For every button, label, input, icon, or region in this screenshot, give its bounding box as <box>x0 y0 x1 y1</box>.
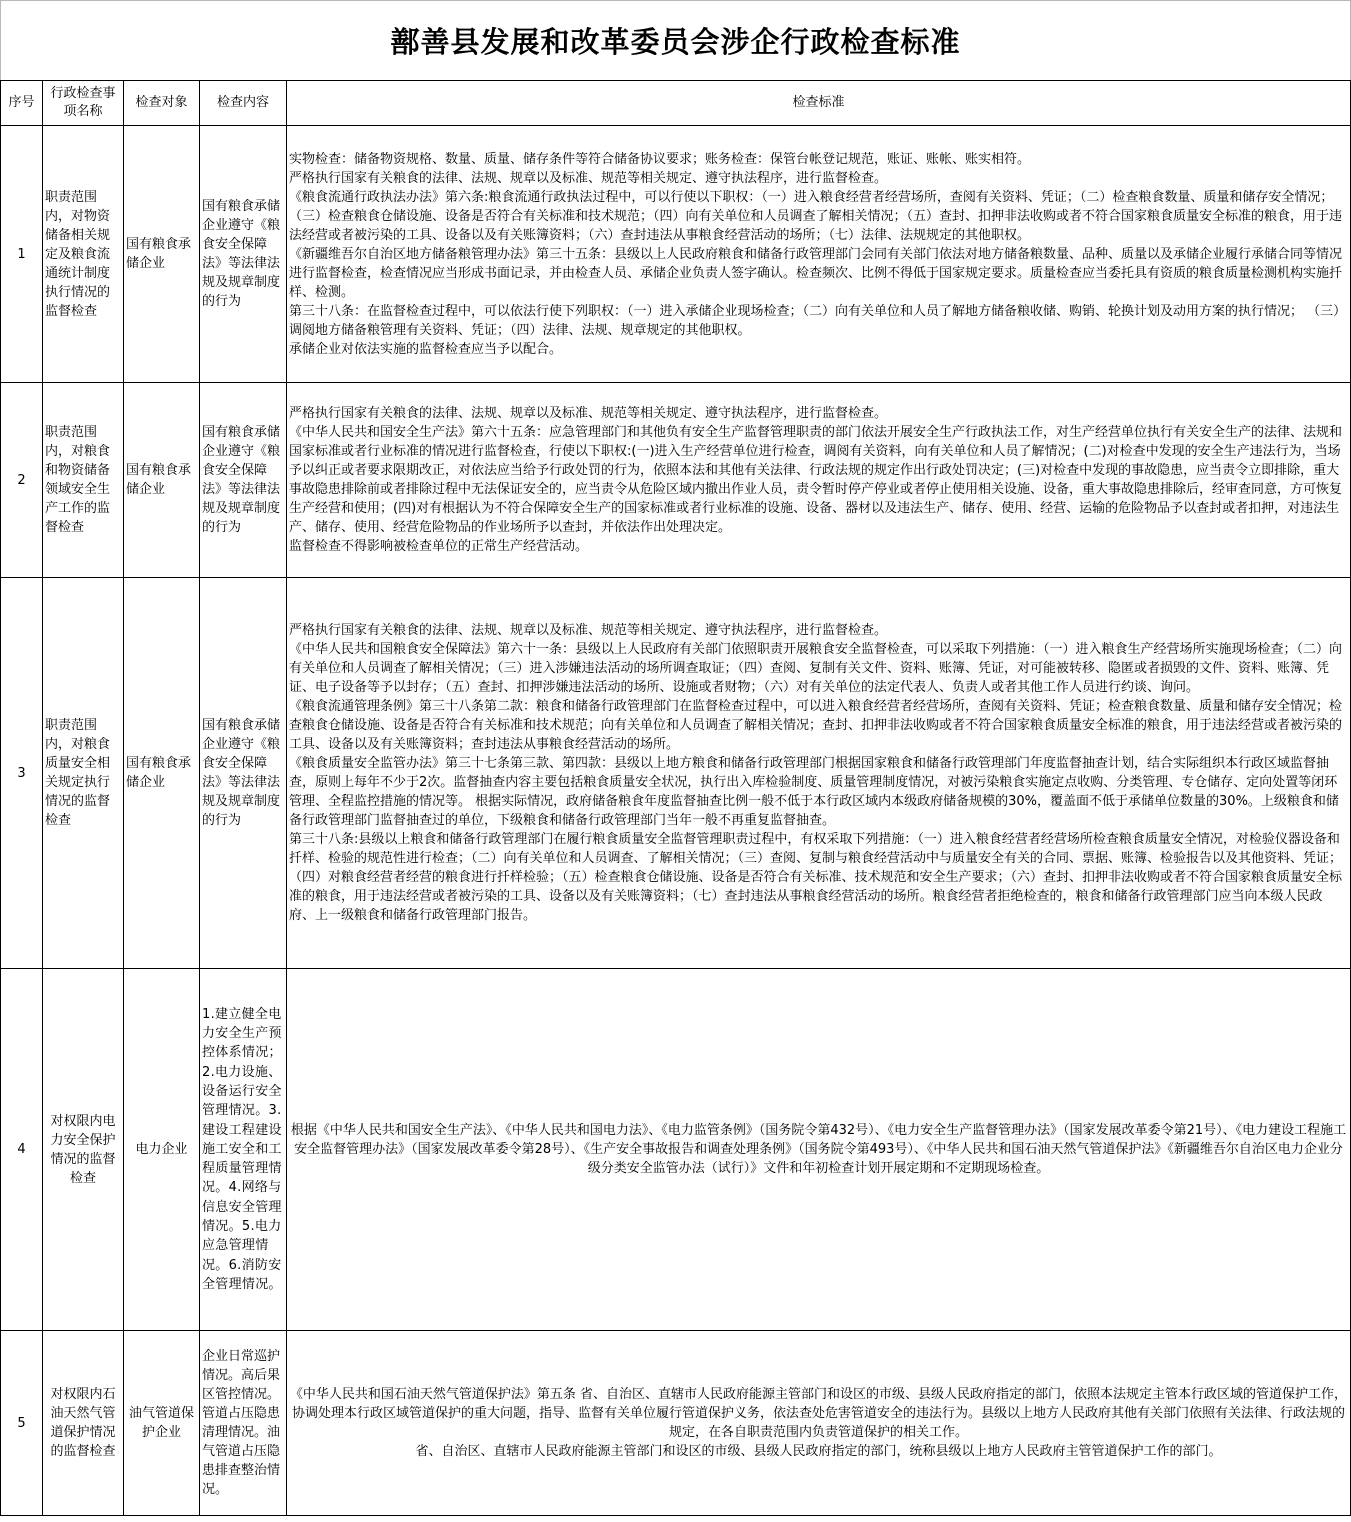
table-row <box>1 383 1351 578</box>
inspection-standard-cell <box>287 578 1351 969</box>
sheet-title: 鄯善县发展和改革委员会涉企行政检查标准 <box>0 0 1351 81</box>
table-row <box>1 126 1351 383</box>
standard-paragraph: 《中华人民共和国粮食安全保障法》第六十一条：县级以上人民政府有关部门依照职责开展粮食安全监督检查，可以采取下列措施：（一）进入粮食生产经营场所实施现场检查；（二）向有关单位和人员调查了解相关情况；（三）进入涉嫌违法活动的场所调查取证；（四）查阅、复制有关文件、资料、账簿、凭证，对可能被转移、隐匿或者损毁的文件、资料、账簿、凭证、电子设备等予以封存；（五）查封、扣押涉嫌违法活动的场所、设施或者财物；（六）对有关单位的法定代表人、负责人或者其他工作人员进行约谈、询问。 <box>289 642 1343 695</box>
inspection-content-cell: 国有粮食承储企业遵守《粮食安全保障法》等法律法规及规章制度的行为 <box>200 383 287 578</box>
standard-paragraph: 严格执行国家有关粮食的法律、法规、规章以及标准、规范等相关规定、遵守执法程序，进行监督检查。 <box>289 623 888 638</box>
standard-paragraph: 《粮食流通管理条例》第三十八条第二款：粮食和储备行政管理部门在监督检查过程中，可以进入粮食经营者经营场所，查阅有关资料、凭证；检查粮食数量、质量和储存安全情况；检查粮食仓储设施、设备是否符合有关标准和技术规范；向有关单位和人员调查了解相关情况；查封、扣押非法收购或者不符合国家粮食质量安全标准的粮食，用于违法经营或者被污染的工具、设备以及有关账簿资料；查封违法从事粮食经营活动的场所。 <box>289 699 1343 752</box>
standard-paragraph: 承储企业对依法实施的监督检查应当予以配合。 <box>289 341 563 357</box>
standard-paragraph: 《粮食质量安全监管办法》第三十七条第三款、第四款：县级以上地方粮食和储备行政管理部门根据国家粮食和储备行政管理部门年度监督抽查计划，结合实际组织本行政区域监督抽查，原则上每年不少于2次。监督抽查内容主要包括粮食质量安全状况，执行出入库检验制度、质量管理制度情况，对被污染粮食实施定点收购、分类管理、专仓储存、定向处置等闭环管理、全程监控措施的情况等。 根据实际情况，政府储备粮食年度监督抽查比例一般不低于本行政区域内本级政府储备规模的30%，覆盖面不低于承储单位数量的30%。上级粮食和储备行政管理部门监督抽查过的单位，下级粮食和储备行政管理部门当年一般不再重复监督抽查。 <box>289 756 1339 828</box>
standard-paragraph: 第三十八条:县级以上粮食和储备行政管理部门在履行粮食质量安全监督管理职责过程中，有权采取下列措施：（一）进入粮食经营者经营场所检查粮食质量安全情况，对检验仪器设备和扦样、检验的规范性进行检查；（二）向有关单位和人员调查、了解相关情况；（三）查阅、复制与粮食经营活动中与质量安全有关的合同、票据、账簿、检验报告以及其他资料、凭证；（四）对粮食经营者经营的粮食进行扦样检验；（五）检查粮食仓储设施、设备是否符合有关标准、技术规范和安全生产要求；（六）查封、扣押非法收购或者不符合国家粮食质量安全标准的粮食，用于违法经营或者被污染的工具、设备以及有关账簿资料；（七）查封违法从事粮食经营活动的场所。粮食经营者拒绝检查的，粮食和储备行政管理部门应当向本级人民政府、上一级粮食和储备行政管理部门报告。 <box>289 832 1343 923</box>
header-object: 检查对象 <box>124 81 200 126</box>
inspection-item-cell: 对权限内石油天然气管道保护情况的监督检查 <box>43 1331 124 1516</box>
inspection-content-cell: 国有粮食承储企业遵守《粮食安全保障法》等法律法规及规章制度的行为 <box>200 578 287 969</box>
row-number: 1 <box>1 126 43 383</box>
row-number: 3 <box>1 578 43 969</box>
standard-paragraph: 《中华人民共和国安全生产法》第六十五条：应急管理部门和其他负有安全生产监督管理职责的部门依法开展安全生产行政执法工作，对生产经营单位执行有关安全生产的法律、法规和国家标准或者行业标准的情况进行监督检查，行使以下职权:(一)进入生产经营单位进行检查，调阅有关资料，向有关单位和人员了解情况；(二)对检查中发现的安全生产违法行为，当场予以纠正或者要求限期改正，对依法应当给予行政处罚的行为，依照本法和其他有关法律、行政法规的规定作出行政处罚决定；(三)对检查中发现的事故隐患，应当责令立即排除，重大事故隐患排除前或者排除过程中无法保证安全的，应当责令从危险区域内撤出作业人员，责令暂时停产停业或者停止使用相关设施、设备，重大事故隐患排除后，经审查同意，方可恢复生产经营和使用；(四)对有根据认为不符合保障安全生产的国家标准或者行业标准的设施、设备、器材以及违法生产、储存、使用、经营、运输的危险物品予以查封或者扣押，对违法生产、储存、使用、经营危险物品的作业场所予以查封，并依法作出处理决定。 <box>289 425 1343 535</box>
inspection-object-cell: 油气管道保护企业 <box>124 1331 200 1516</box>
inspection-item-cell: 职责范围内，对物资储备相关规定及粮食流通统计制度执行情况的监督检查 <box>43 126 124 383</box>
standard-paragraph: 《粮食流通行政执法办法》第六条:粮食流通行政执法过程中，可以行使以下职权：（一）进入粮食经营者经营场所，查阅有关资料、凭证；（二）检查粮食数量、质量和储存安全情况；（三）检查粮食仓储设施、设备是否符合有关标准和技术规范；（四）向有关单位和人员调查了解相关情况；（五）查封、扣押非法收购或者不符合国家粮食质量安全标准的粮食，用于违法经营或者被污染的工具、设备以及有关账簿资料；（六）查封违法从事粮食经营活动的场所；（七）法律、法规规定的其他职权。 <box>289 189 1343 243</box>
standard-paragraph: 省、自治区、直辖市人民政府能源主管部门和设区的市级、县级人民政府指定的部门，统称县级以上地方人民政府主管管道保护工作的部门。 <box>415 1444 1222 1459</box>
standard-paragraph: 监督检查不得影响被检查单位的正常生产经营活动。 <box>289 539 589 554</box>
table-header-row <box>1 81 1351 126</box>
standard-paragraph: 根据《中华人民共和国安全生产法》、《中华人民共和国电力法》、《电力监管条例》（国务院令第432号）、《电力安全生产监督管理办法》（国家发展改革委令第21号）、《电力建设工程施工安全监督管理办法》（国家发展改革委令第28号）、《生产安全事故报告和调查处理条例》（国务院令第493号）、《中华人民共和国石油天然气管道保护法》《新疆维吾尔自治区电力企业分级分类安全监管办法（试行）》文件和年初检查计划开展定期和不定期现场检查。 <box>290 1123 1347 1176</box>
header-no: 序号 <box>1 81 43 126</box>
inspection-object-cell: 国有粮食承储企业 <box>124 578 200 969</box>
standard-paragraph: 《新疆维吾尔自治区地方储备粮管理办法》第三十五条：县级以上人民政府粮食和储备行政管理部门会同有关部门依法对地方储备粮数量、品种、质量以及承储企业履行承储合同等情况进行监督检查，检查情况应当形成书面记录，并由检查人员、承储企业负责人签字确认。检查频次、比例不得低于国家规定要求。质量检查应当委托具有资质的粮食质量检测机构实施扦样、检测。 <box>289 246 1343 300</box>
standard-paragraph: 实物检查：储备物资规格、数量、质量、储存条件等符合储备协议要求；账务检查：保管台帐登记规范，账证、账帐、账实相符。 <box>289 151 1031 167</box>
standard-paragraph: 严格执行国家有关粮食的法律、法规、规章以及标准、规范等相关规定、遵守执法程序，进行监督检查。 <box>289 170 888 186</box>
header-standard: 检查标准 <box>287 81 1351 126</box>
inspection-standard-cell <box>287 969 1351 1331</box>
table-row <box>1 1331 1351 1516</box>
inspection-object-cell: 电力企业 <box>124 969 200 1331</box>
inspection-standard-cell <box>287 1331 1351 1516</box>
inspection-content-cell: 1.建立健全电力安全生产预控体系情况；2.电力设施、设备运行安全管理情况。3.建设工程建设施工安全和工程质量管理情况。4.网络与信息安全管理情况。5.电力应急管理情况。6.消防安全管理情况。 <box>200 969 287 1331</box>
header-content: 检查内容 <box>200 81 287 126</box>
table-row <box>1 969 1351 1331</box>
row-number: 5 <box>1 1331 43 1516</box>
standard-paragraph: 第三十八条：在监督检查过程中，可以依法行使下列职权：（一）进入承储企业现场检查；（二）向有关单位和人员了解地方储备粮收储、购销、轮换计划及动用方案的执行情况； （三）调阅地方储备粮管理有关资料、凭证；（四）法律、法规、规章规定的其他职权。 <box>289 303 1347 338</box>
header-item: 行政检查事项名称 <box>43 81 124 126</box>
inspection-object-cell: 国有粮食承储企业 <box>124 126 200 383</box>
inspection-object-cell: 国有粮食承储企业 <box>124 383 200 578</box>
inspection-content-cell: 国有粮食承储企业遵守《粮食安全保障法》等法律法规及规章制度的行为 <box>200 126 287 383</box>
inspection-item-cell: 对权限内电力安全保护情况的监督检查 <box>43 969 124 1331</box>
standard-paragraph: 《中华人民共和国石油天然气管道保护法》第五条 省、自治区、直辖市人民政府能源主管部门和设区的市级、县级人民政府指定的部门，依照本法规定主管本行政区域的管道保护工作，协调处理本行政区域管道保护的重大问题，指导、监督有关单位履行管道保护义务，依法查处危害管道安全的违法行为。县级以上地方人民政府其他有关部门依照有关法律、行政法规的规定，在各自职责范围内负责管道保护的相关工作。 <box>289 1387 1348 1440</box>
row-number: 4 <box>1 969 43 1331</box>
inspection-standard-cell <box>287 126 1351 383</box>
inspection-content-cell: 企业日常巡护情况。高后果区管控情况。管道占压隐患清理情况。油气管道占压隐患排查整治情况。 <box>200 1331 287 1516</box>
table-row <box>1 578 1351 969</box>
standard-paragraph: 严格执行国家有关粮食的法律、法规、规章以及标准、规范等相关规定、遵守执法程序，进行监督检查。 <box>289 406 888 421</box>
inspection-item-cell: 职责范围内，对粮食质量安全相关规定执行情况的监督检查 <box>43 578 124 969</box>
inspection-standards-table <box>0 80 1351 1516</box>
inspection-standard-cell <box>287 383 1351 578</box>
row-number: 2 <box>1 383 43 578</box>
inspection-item-cell: 职责范围内，对粮食和物资储备领域安全生产工作的监督检查 <box>43 383 124 578</box>
